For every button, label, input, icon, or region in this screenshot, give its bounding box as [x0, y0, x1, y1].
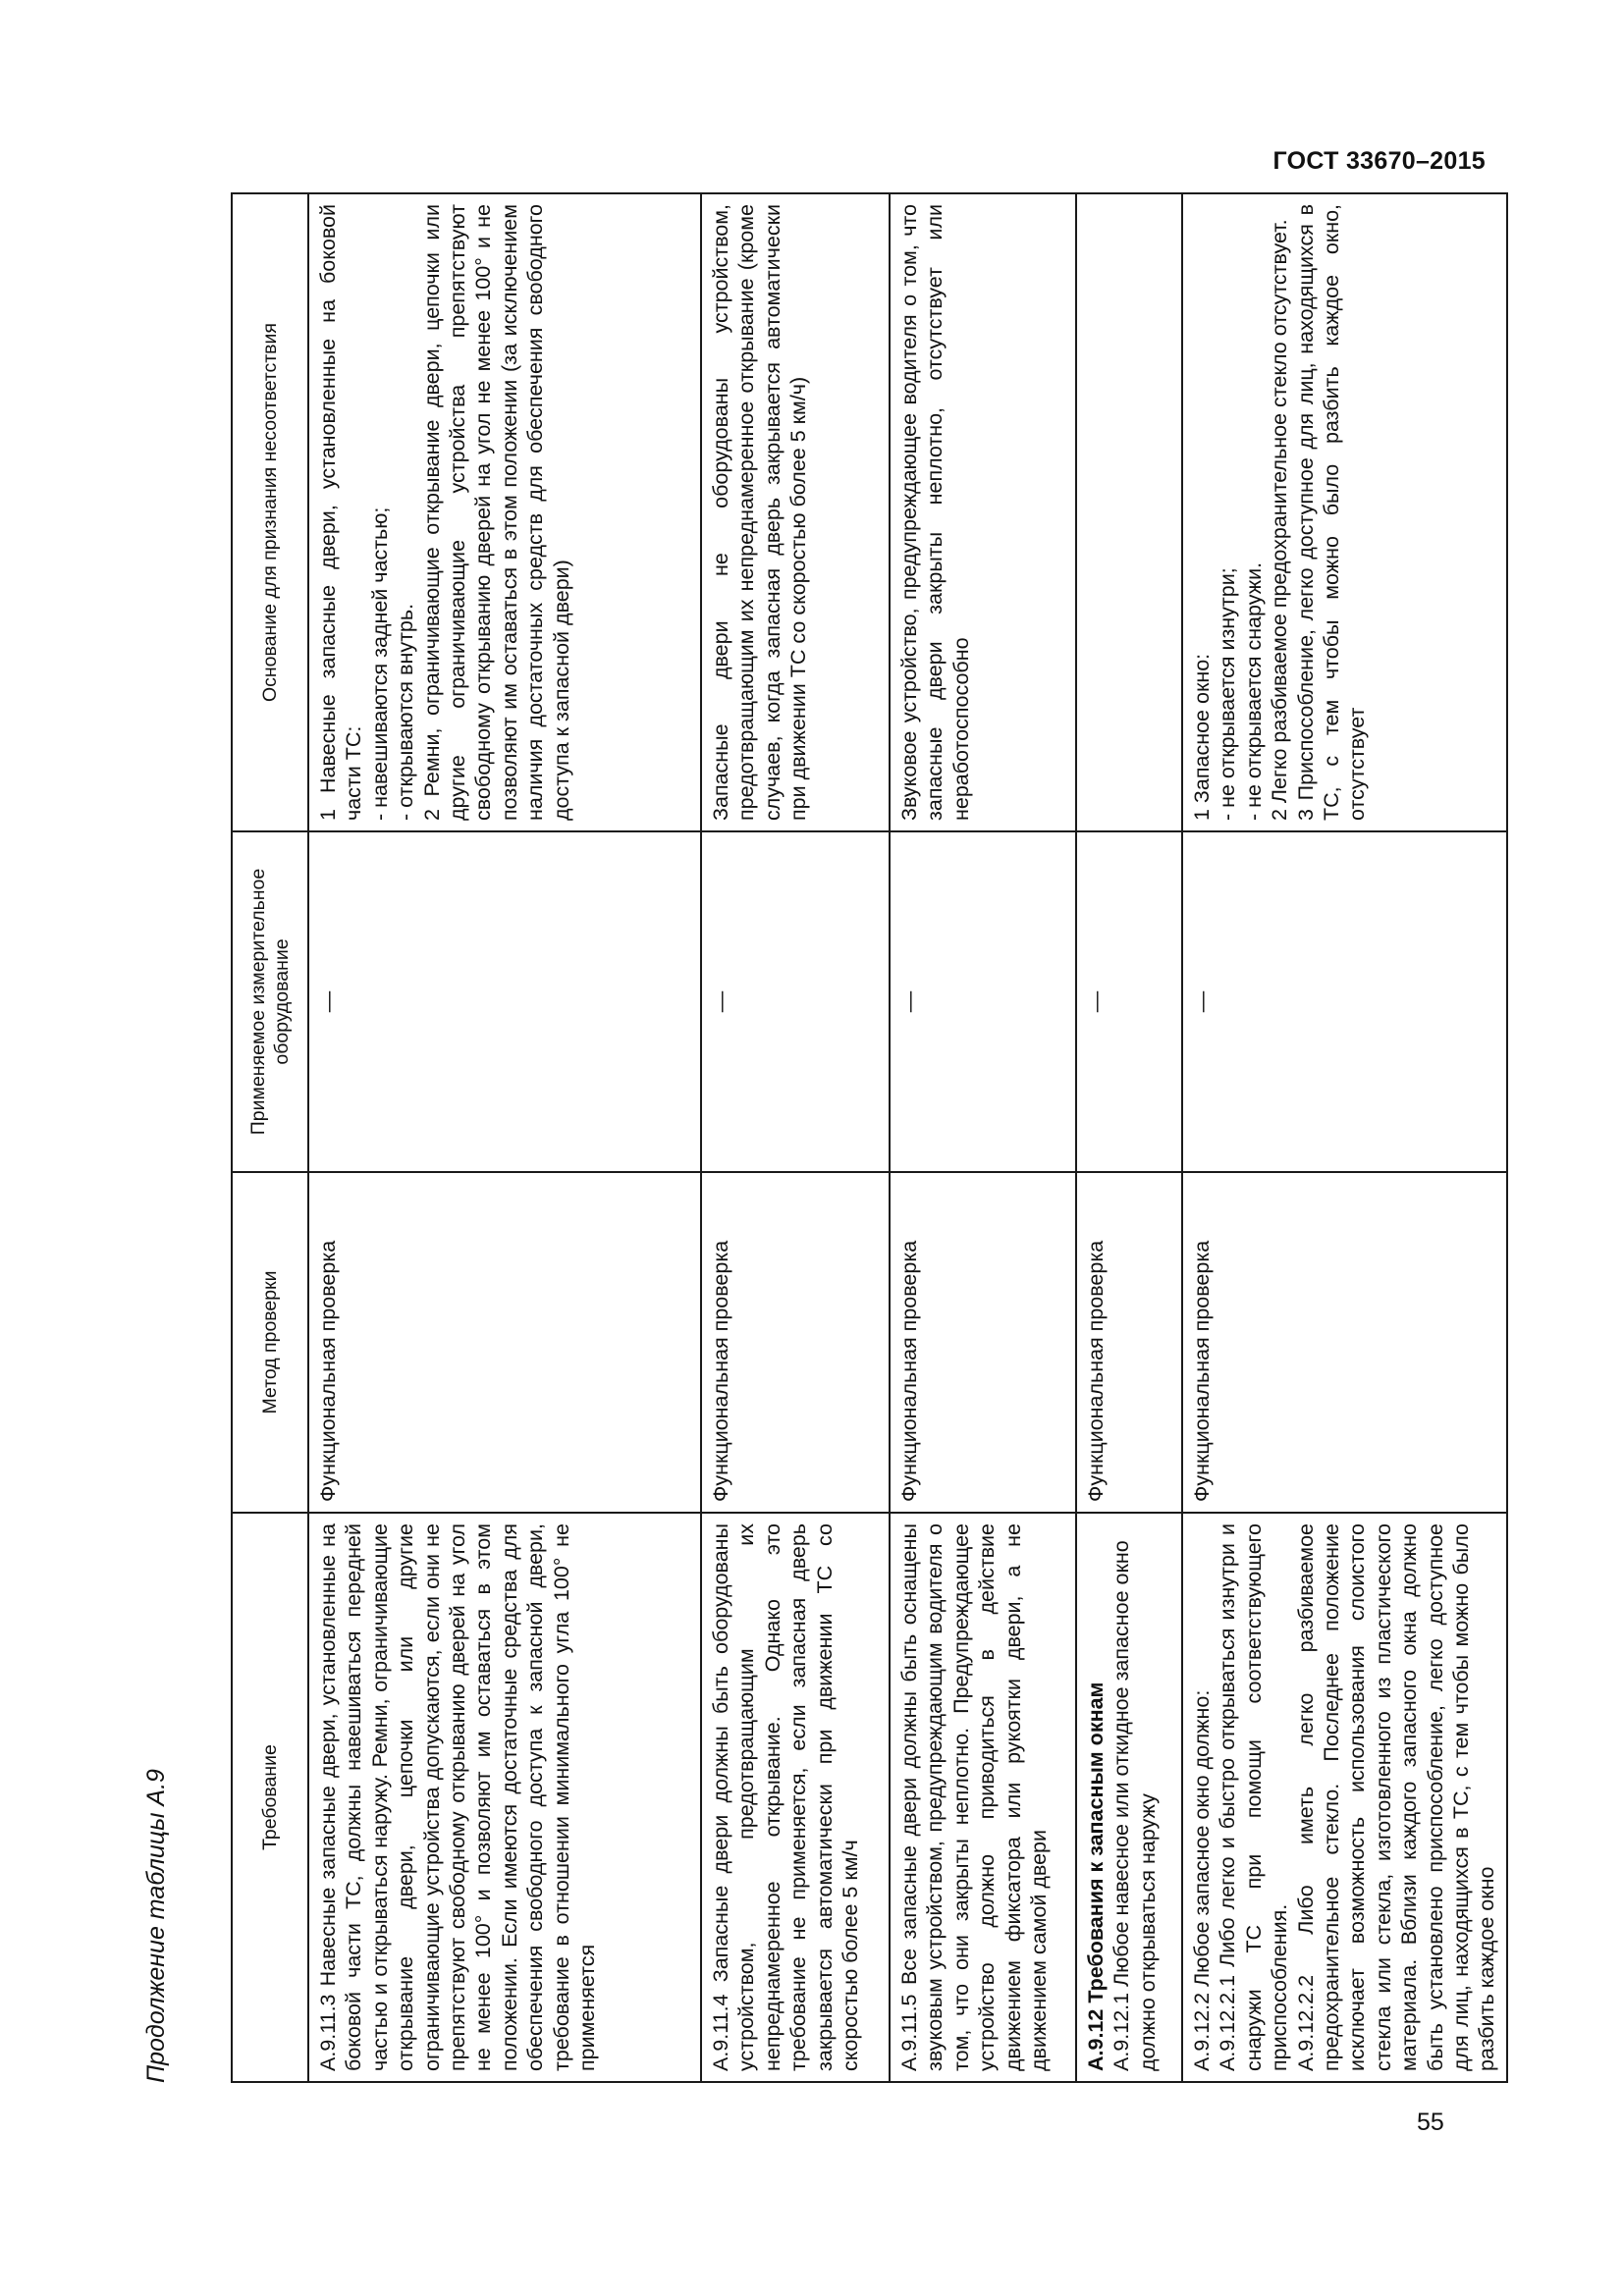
basis-line: 1 Запасное окно:	[1190, 653, 1214, 821]
equipment-dash: —	[1084, 990, 1108, 1013]
requirement-cell	[1182, 1513, 1507, 2082]
method-cell: Функциональная проверка	[1076, 1172, 1182, 1513]
requirement-cell	[1076, 1513, 1182, 2082]
rotated-table-region	[133, 194, 1499, 2083]
equipment-cell	[701, 831, 890, 1172]
page-number: 55	[1417, 2109, 1444, 2136]
requirement-text: А.9.11.3 Навесные запасные двери, установленные на боковой части ТС, должны навешиваться передней частью и открываться наружу. Ремни, ограничивающие открывание двери, цепочки или другие ограничивающие устройства допускаются, если они не препятствуют свободному открыванию дверей на угол не менее 100° и позволяют им оставаться в этом положении. Если имеются достаточные средства для обеспечения свободного доступа к запасной двери, требование в отношении минимального угла 100° не применяется	[316, 1523, 600, 2071]
basis-cell	[890, 193, 1076, 831]
table-row	[308, 193, 701, 2082]
method-cell: Функциональная проверка	[1182, 1172, 1507, 1513]
basis-line: 3 Приспособление, легко доступное для лиц, находящихся в ТС, с тем чтобы можно было разбить каждое окно, отсутствует	[1293, 204, 1370, 821]
column-header-requirement: Требование	[232, 1513, 308, 2082]
basis-cell	[1182, 193, 1507, 831]
basis-line: Запасные двери не оборудованы устройством, предотвращающим их непреднамеренное открывание (кроме случаев, когда запасная дверь закрывается автоматически при движении ТС со скоростью более 5 км/ч)	[709, 204, 811, 821]
basis-line: Звуковое устройство, предупреждающее водителя о том, что запасные двери закрыты неплотно, отсутствует или неработоспособно	[897, 204, 973, 821]
equipment-cell	[308, 831, 701, 1172]
basis-line: - навешиваются задней частью;	[367, 507, 392, 821]
basis-line: 2 Ремни, ограничивающие открывание двери, цепочки или другие ограничивающие устройства препятствуют свободному открыванию дверей на угол не менее 100° и не позволяют им оставаться в этом положении (за исключением наличия достаточных средств для обеспечения свободного доступа к запасной двери)	[419, 204, 573, 821]
requirement-cell	[701, 1513, 890, 2082]
basis-cell	[701, 193, 890, 831]
method-cell: Функциональная проверка	[701, 1172, 890, 1513]
document-code: ГОСТ 33670–2015	[1272, 147, 1486, 175]
equipment-cell	[890, 831, 1076, 1172]
basis-line: 1 Навесные запасные двери, установленные на боковой части ТС:	[316, 204, 366, 821]
requirement-text: А.9.12.2.2 Либо иметь легко разбиваемое предохранительное стекло. Последнее положение исключает возможность использования слоистого стекла или стекла, изготовленного из пластического материала. Вблизи каждого запасного окна должно быть установлено приспособление, легко доступное для лиц, находящихся в ТС, с тем чтобы можно было разбить каждое окно	[1293, 1523, 1499, 2071]
table-row	[1182, 193, 1507, 2082]
table-row	[890, 193, 1076, 2082]
basis-line: 2 Легко разбиваемое предохранительное стекло отсутствует.	[1268, 219, 1292, 821]
requirement-cell	[308, 1513, 701, 2082]
table-header-row	[232, 193, 308, 2082]
table-caption: Продолжение таблицы А.9	[142, 1769, 170, 2083]
table-row	[1076, 193, 1182, 2082]
column-header-method: Метод проверки	[232, 1172, 308, 1513]
column-header-equipment: Применяемое измерительное оборудование	[232, 831, 308, 1172]
requirements-table	[231, 192, 1508, 2083]
requirement-text: А.9.11.5 Все запасные двери должны быть оснащены звуковым устройством, предупреждающим водителя о том, что они закрыты неплотно. Предупреждающее устройство должно приводиться в действие движением фиксатора или рукоятки двери, а не движением самой двери	[897, 1523, 1052, 2071]
basis-cell	[308, 193, 701, 831]
equipment-dash: —	[709, 990, 732, 1013]
method-cell: Функциональная проверка	[308, 1172, 701, 1513]
requirement-text: А.9.12.2.1 Либо легко и быстро открываться изнутри и снаружи ТС при помощи соответствующего приспособления.	[1216, 1523, 1292, 2071]
requirement-text: А.9.11.4 Запасные двери должны быть оборудованы устройством, предотвращающим их непреднамеренное открывание. Однако это требование не применяется, если запасная дверь закрывается автоматически при движении ТС со скоростью более 5 км/ч	[709, 1523, 863, 2071]
requirement-text: А.9.12.2 Любое запасное окно должно:	[1190, 1689, 1214, 2071]
equipment-cell	[1182, 831, 1507, 1172]
basis-cell	[1076, 193, 1182, 831]
basis-line: - не открывается снаружи.	[1241, 561, 1266, 821]
section-heading: А.9.12 Требования к запасным окнам	[1084, 1682, 1108, 2071]
requirement-text: А.9.12.1 Любое навесное или откидное запасное окно должно открываться наружу	[1109, 1540, 1160, 2071]
equipment-dash: —	[1190, 990, 1214, 1013]
basis-line: - не открывается изнутри;	[1216, 567, 1240, 821]
table-row	[701, 193, 890, 2082]
method-cell: Функциональная проверка	[890, 1172, 1076, 1513]
equipment-cell	[1076, 831, 1182, 1172]
requirement-cell	[890, 1513, 1076, 2082]
column-header-basis: Основание для признания несоответствия	[232, 193, 308, 831]
equipment-dash: —	[316, 990, 340, 1013]
equipment-dash: —	[897, 990, 921, 1013]
basis-line: - открываются внутрь.	[394, 603, 418, 821]
